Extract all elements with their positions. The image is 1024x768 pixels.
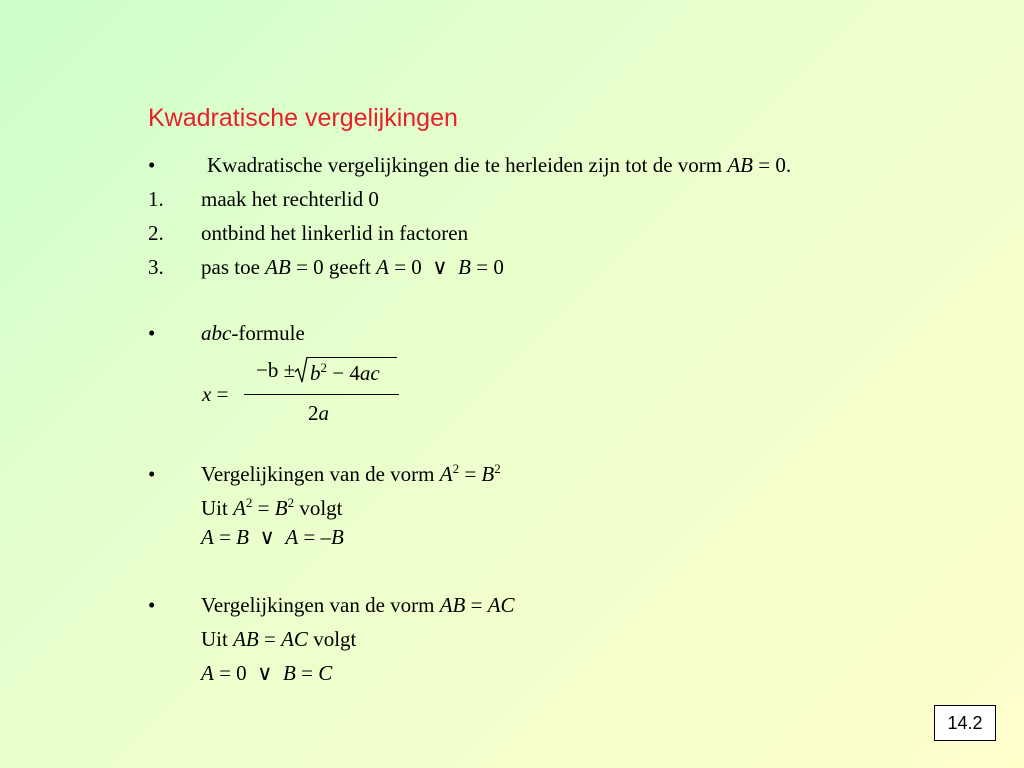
step-3: [148, 254, 504, 280]
a2b2-line3: [201, 524, 344, 550]
denom-num: 2: [308, 401, 319, 425]
step-t2: = 0: [394, 255, 422, 279]
step-number: 1.: [148, 187, 164, 211]
abac-line2: [201, 626, 356, 652]
abac-line3: [201, 660, 332, 686]
equals: =: [219, 525, 231, 549]
formula-denominator: [308, 401, 329, 426]
step-text: ontbind het linkerlid in factoren: [201, 221, 469, 245]
var-b: B: [274, 496, 288, 520]
equals: =: [264, 627, 276, 651]
bullet-a2b2: [148, 456, 501, 487]
formula-radicand: [310, 360, 380, 386]
bullet-text: Vergelijkingen van de vorm: [201, 593, 435, 617]
bullet-marker: •: [148, 593, 156, 617]
equals-zero: = 0: [219, 661, 247, 685]
var-ab: AB: [233, 627, 259, 651]
bullet-marker: •: [148, 153, 156, 177]
formula-num-left: −b ±: [256, 358, 296, 382]
slide-number: 14.2: [934, 705, 996, 741]
uit-text: Uit: [201, 627, 228, 651]
equals-minus: = –: [303, 525, 332, 549]
sqrt-icon: [294, 356, 308, 384]
bullet-abc: [148, 320, 305, 346]
step-t3: = 0: [476, 255, 504, 279]
var-b: B: [481, 462, 495, 486]
bullet-marker: •: [148, 321, 156, 345]
formula-numerator: [256, 358, 295, 383]
step-2: [148, 220, 468, 246]
var-a: A: [201, 525, 214, 549]
bullet-text: Kwadratische vergelijkingen die te herleiden zijn tot de vorm: [207, 153, 723, 177]
abc-var: abc: [201, 321, 232, 345]
var-ac: AC: [281, 627, 308, 651]
radicand-ac: ac: [359, 361, 380, 385]
var-b: B: [283, 661, 296, 685]
expr-rest: = 0.: [758, 153, 792, 177]
or-symbol: ∨: [432, 255, 448, 279]
var-b: B: [458, 255, 471, 279]
var-ab: AB: [265, 255, 291, 279]
exponent: 2: [494, 461, 501, 476]
bullet-abac: [148, 592, 515, 618]
equals: =: [301, 661, 313, 685]
step-t1: = 0 geeft: [296, 255, 371, 279]
or-symbol: ∨: [257, 661, 273, 685]
var-a: A: [285, 525, 299, 549]
volgt-text: volgt: [299, 496, 343, 520]
step-text: maak het rechterlid 0: [201, 187, 379, 211]
var-a: A: [233, 496, 246, 520]
uit-text: Uit: [201, 496, 228, 520]
step-pre: pas toe: [201, 255, 260, 279]
exponent: 2: [452, 461, 460, 476]
equals: =: [470, 593, 483, 617]
slide-title: Kwadratische vergelijkingen: [148, 104, 458, 132]
exponent: 2: [245, 495, 253, 510]
var-ac: AC: [487, 593, 515, 617]
radicand-b: b: [310, 361, 321, 385]
step-1: [148, 186, 379, 212]
bullet-marker: •: [148, 462, 156, 486]
radicand-rest: − 4: [332, 361, 360, 385]
step-number: 2.: [148, 221, 164, 245]
volgt-text: volgt: [313, 627, 357, 651]
bullet-herleiden: [148, 152, 791, 178]
abc-formula: [202, 356, 412, 428]
step-number: 3.: [148, 255, 164, 279]
a2b2-line2: [201, 490, 343, 521]
formula-lhs: x =: [202, 382, 229, 406]
or-symbol: ∨: [259, 525, 275, 549]
expr-var: AB: [727, 153, 754, 177]
var-b: B: [236, 525, 249, 549]
bullet-text: Vergelijkingen van de vorm: [201, 462, 435, 486]
exponent: 2: [287, 495, 295, 510]
sqrt-bar: [307, 357, 397, 358]
var-c: C: [318, 661, 333, 685]
equals: =: [257, 496, 270, 520]
equals: =: [464, 462, 477, 486]
fraction-bar: [244, 394, 399, 395]
var-ab: AB: [439, 593, 466, 617]
var-a: A: [439, 462, 453, 486]
denom-var: a: [318, 401, 329, 425]
var-a: A: [201, 661, 214, 685]
abc-text: -formule: [231, 321, 305, 345]
var-b: B: [331, 525, 344, 549]
radicand-exp: 2: [320, 360, 327, 375]
var-a: A: [376, 255, 389, 279]
